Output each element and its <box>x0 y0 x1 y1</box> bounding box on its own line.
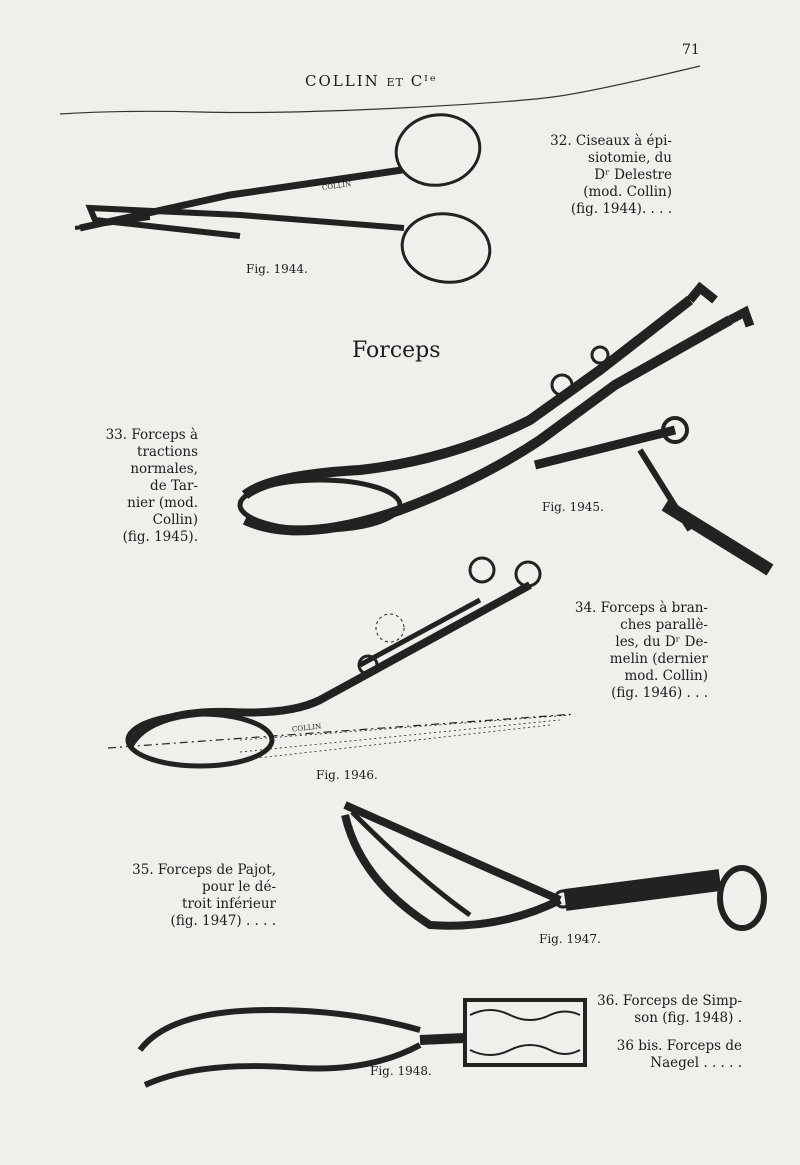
entry-line: 34. Forceps à bran- <box>574 600 708 616</box>
entry-line: 35. Forceps de Pajot, <box>132 862 276 878</box>
tarnier-forceps-icon <box>240 288 770 570</box>
entry-line: mod. Collin) <box>624 668 708 684</box>
entry-line: de Tar- <box>150 478 198 494</box>
entry-line: troit inférieur <box>182 896 276 912</box>
simpson-forceps-icon <box>140 1000 585 1085</box>
catalog-entry <box>592 1038 742 1072</box>
entry-line: (fig. 1945). <box>122 529 198 545</box>
header-title: COLLIN <box>305 72 380 90</box>
catalog-entry <box>572 600 708 702</box>
figure-caption: Fig. 1946. <box>316 768 378 782</box>
entry-line: siotomie, du <box>588 150 672 166</box>
scissors-icon <box>75 108 494 288</box>
pajot-forceps-icon <box>345 805 764 928</box>
catalog-entry <box>118 862 276 930</box>
entry-line: pour le dé- <box>202 879 276 895</box>
entry-line: 33. Forceps à <box>105 427 198 443</box>
entry-line: (fig. 1946) . . . <box>611 685 708 701</box>
entry-line: normales, <box>130 461 198 477</box>
entry-line: Dʳ Delestre <box>594 167 672 183</box>
header-et: ET <box>386 76 404 89</box>
entry-line: Collin) <box>152 512 198 528</box>
entry-line: ches parallè- <box>620 617 708 633</box>
header-co: Cᴵᵉ <box>410 72 438 90</box>
entry-line: 36 bis. Forceps de <box>616 1038 742 1054</box>
brand-mark: COLLIN <box>291 722 322 734</box>
entry-line: melin (dernier <box>609 651 708 667</box>
page-number: 71 <box>682 42 700 58</box>
entry-line: 36. Forceps de Simp- <box>597 993 742 1009</box>
entry-line: son (fig. 1948) . <box>634 1010 742 1026</box>
entry-line: (fig. 1944). . . . <box>570 201 672 217</box>
entry-line: (fig. 1947) . . . . <box>170 913 276 929</box>
figure-caption: Fig. 1948. <box>370 1064 432 1078</box>
entry-line: 32. Ciseaux à épi- <box>550 133 672 149</box>
entry-line: Naegel . . . . . <box>650 1055 742 1071</box>
figure-caption: Fig. 1947. <box>539 932 601 946</box>
entry-line: nier (mod. <box>127 495 198 511</box>
page-header <box>305 72 438 90</box>
entry-line: tractions <box>137 444 198 460</box>
figure-caption: Fig. 1945. <box>542 500 604 514</box>
parallel-forceps-icon <box>108 558 575 766</box>
catalog-entry <box>80 427 198 546</box>
section-title: Forceps <box>352 338 441 363</box>
brand-mark: COLLIN <box>321 180 352 192</box>
entry-line: (mod. Collin) <box>583 184 672 200</box>
brand-mark: COLLIN <box>435 1034 466 1046</box>
figure-caption: Fig. 1944. <box>246 262 308 276</box>
catalog-entry <box>520 133 672 218</box>
catalog-entry <box>590 993 742 1027</box>
entry-line: les, du Dʳ De- <box>615 634 708 650</box>
